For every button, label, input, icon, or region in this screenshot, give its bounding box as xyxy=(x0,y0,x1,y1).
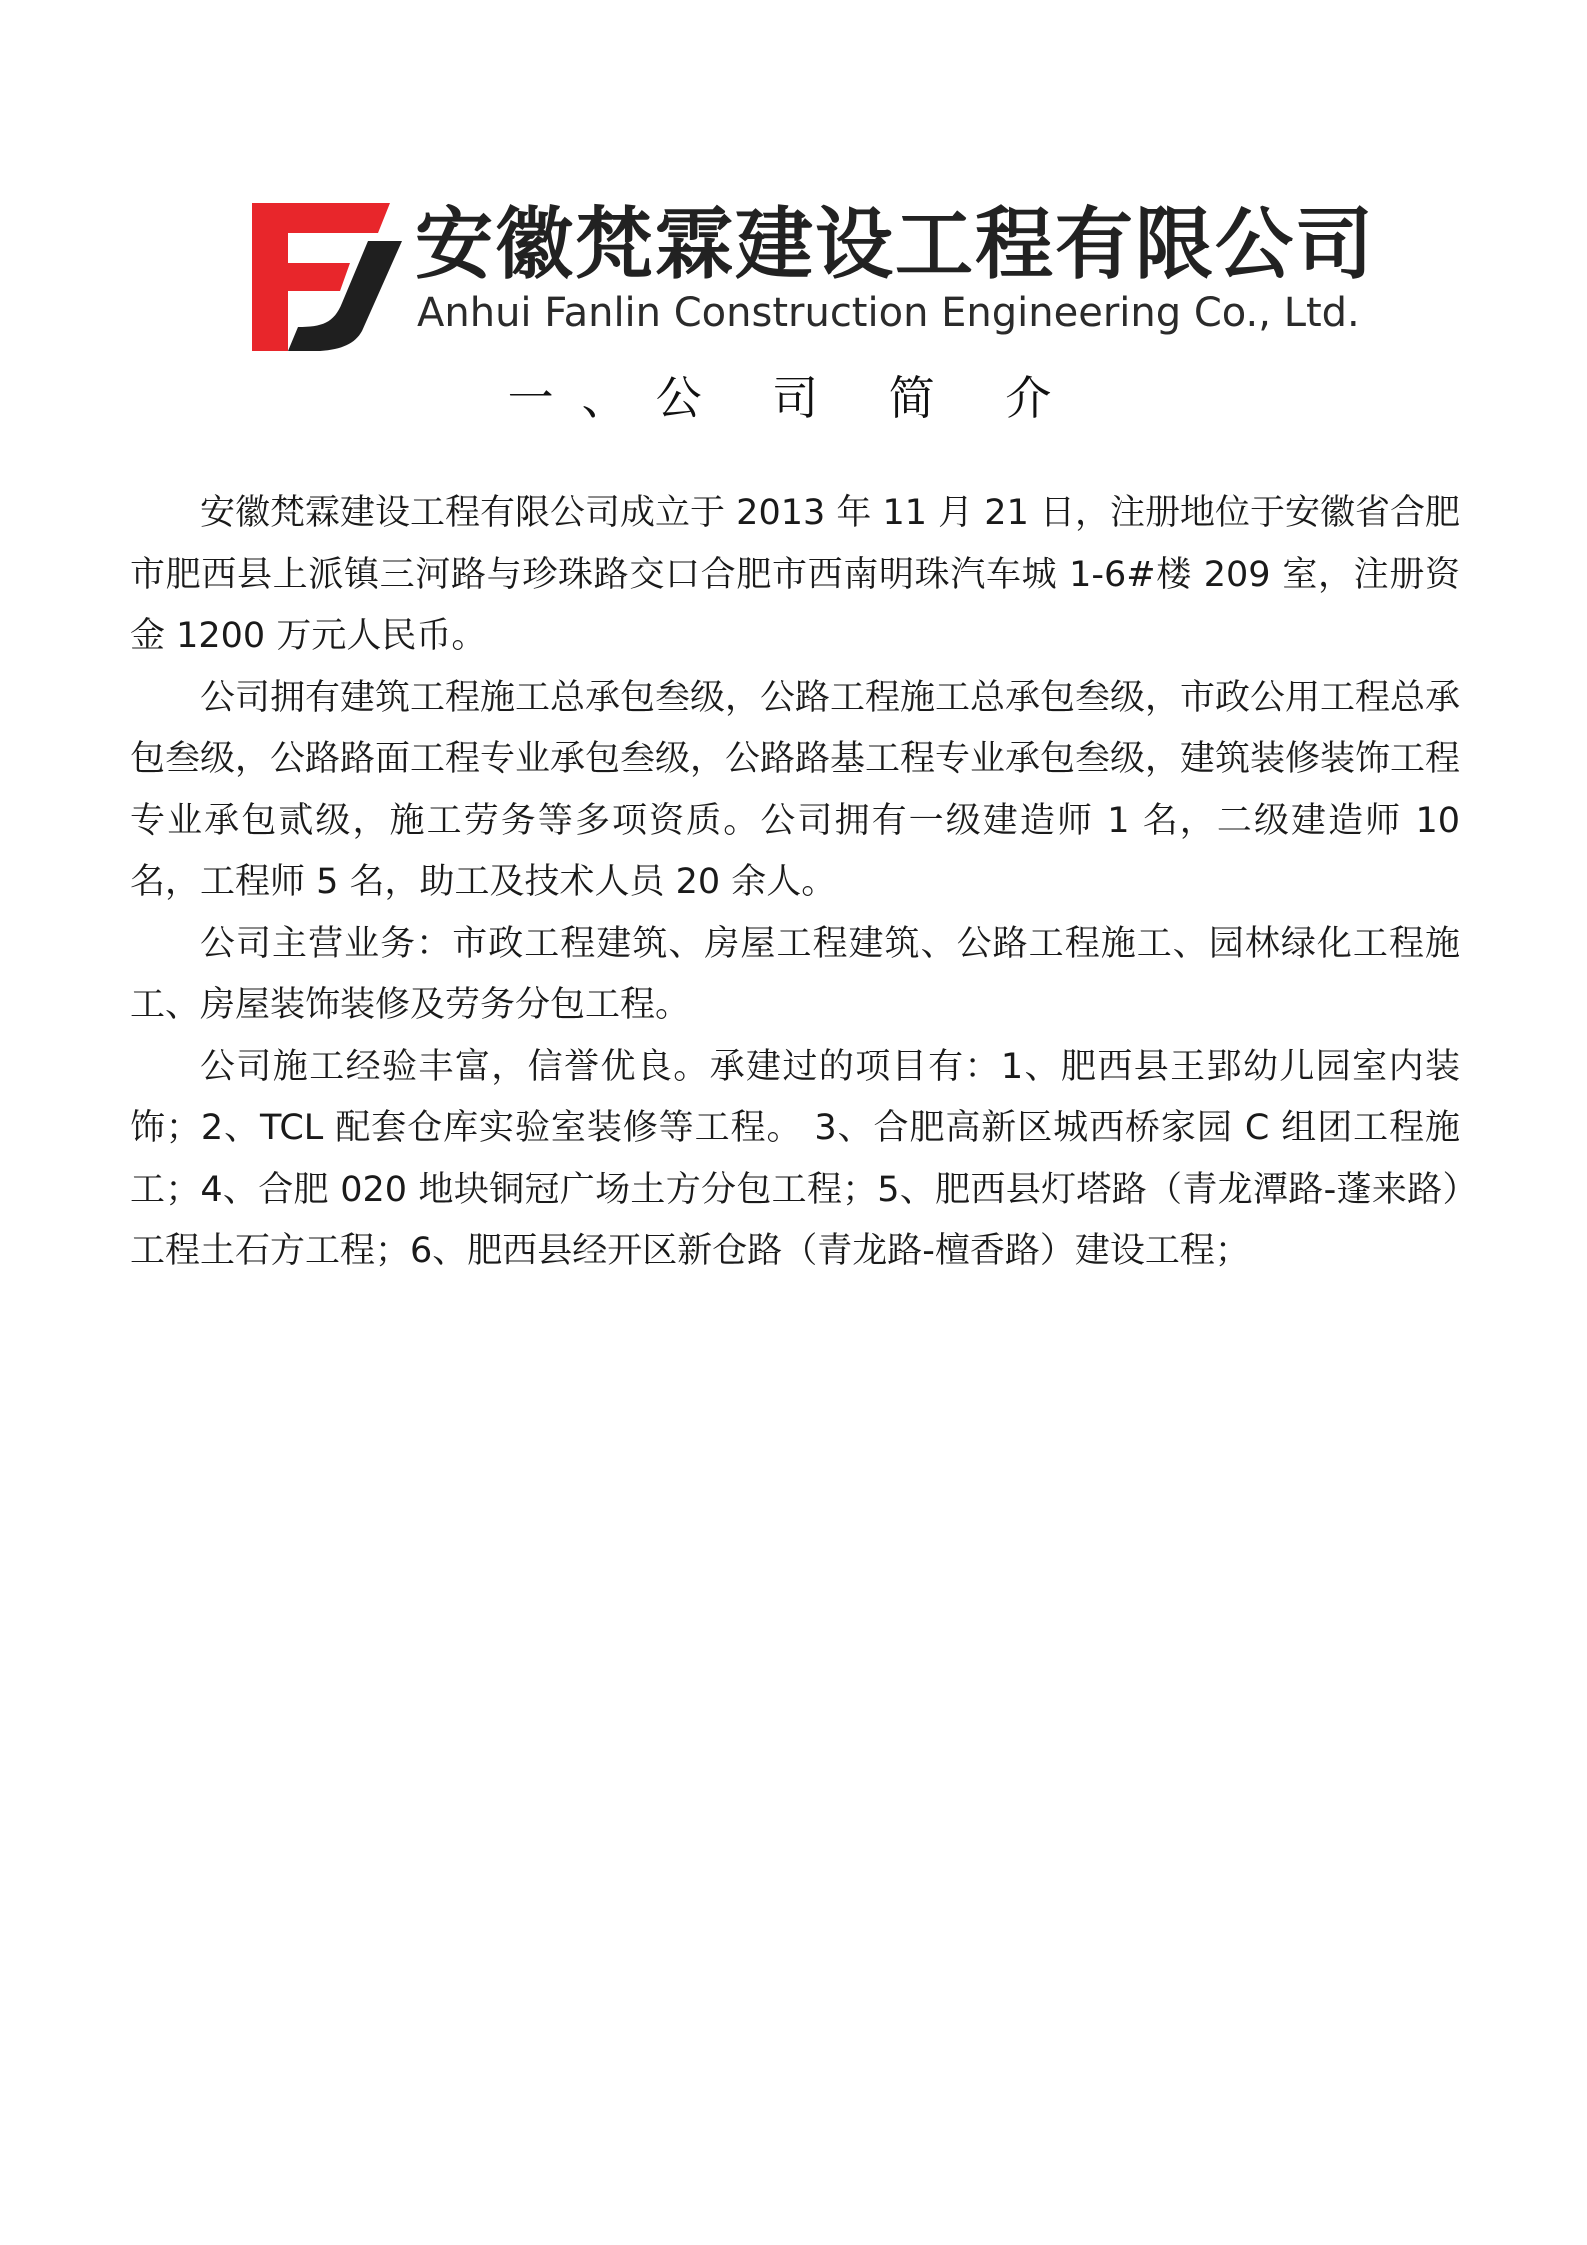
company-header xyxy=(250,195,1376,355)
section-title: 一、公 司 简 介 xyxy=(507,371,1080,425)
paragraph-registration: 安徽梵霖建设工程有限公司成立于 2013 年 11 月 21 日，注册地位于安徽省合肥市肥西县上派镇三河路与珍珠路交口合肥市西南明珠汽车城 1-6#楼 209 室，注册资金 1200 万元人民币。 xyxy=(130,493,1460,656)
paragraph-main-business: 公司主营业务：市政工程建筑、房屋工程建筑、公路工程施工、园林绿化工程施工、房屋装饰装修及劳务分包工程。 xyxy=(130,923,1460,1025)
paragraph-qualifications: 公司拥有建筑工程施工总承包叁级，公路工程施工总承包叁级，市政公用工程总承包叁级，公路路面工程专业承包叁级，公路路基工程专业承包叁级，建筑装修装饰工程专业承包贰级，施工劳务等多项资质。公司拥有一级建造师 1 名，二级建造师 10 名，工程师 5 名，助工及技术人员 20 余人。 xyxy=(130,677,1461,902)
company-name-chinese: 安徽梵霖建设工程有限公司 xyxy=(415,200,1376,290)
company-profile-body xyxy=(130,483,1460,1283)
fanlin-fj-logo-icon xyxy=(250,203,405,351)
paragraph-projects: 公司施工经验丰富，信誉优良。承建过的项目有：1、肥西县王郢幼儿园室内装饰；2、TCL 配套仓库实验室装修等工程。 3、合肥高新区城西桥家园 C 组团工程施工；4、合肥 020 地块铜冠广场土方分包工程；5、肥西县灯塔路（青龙潭路-蓬来路）工程土石方工程；6、肥西县经开区新仓路（青龙路-檀香路）建设工程； xyxy=(130,1046,1460,1271)
company-name-english: Anhui Fanlin Construction Engineering Co., Ltd. xyxy=(417,290,1360,336)
